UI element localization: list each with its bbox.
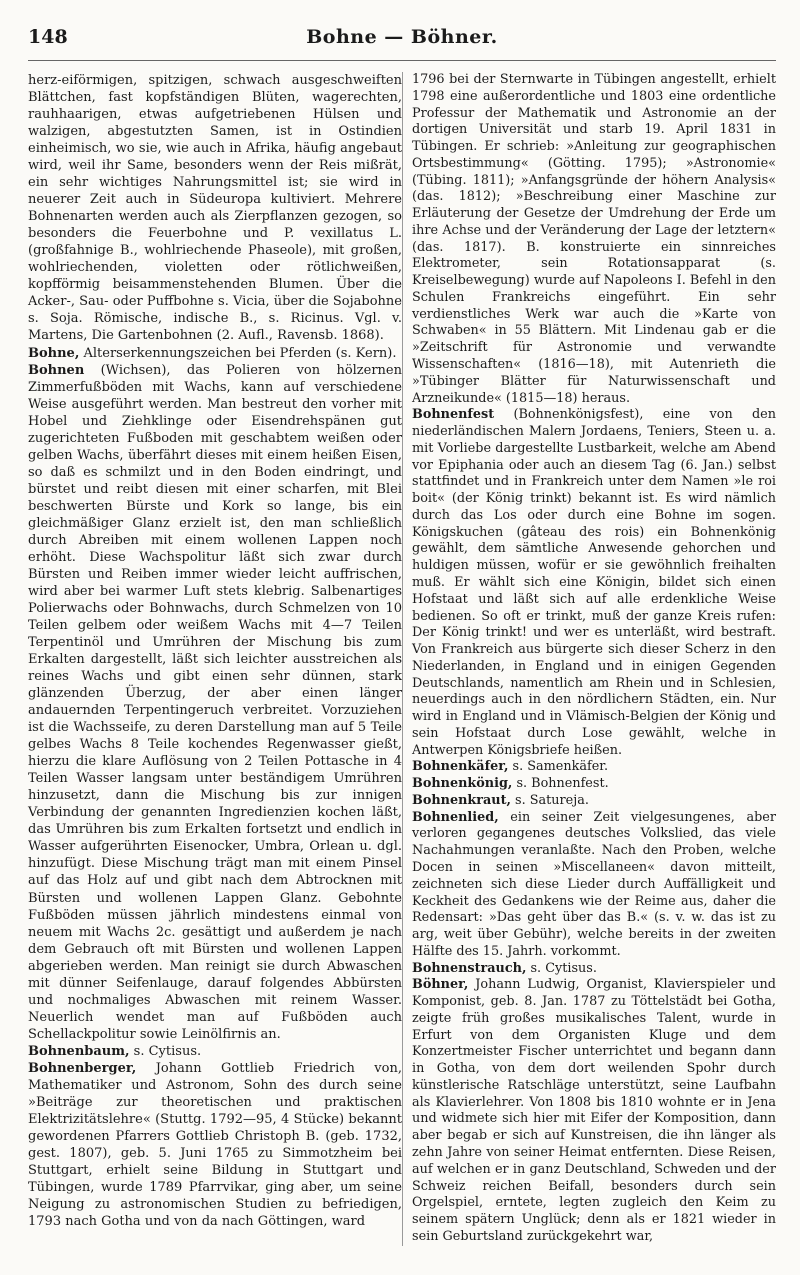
entry-text: (Wichsen), das Polieren von hölzernen Zimmerfußböden mit Wachs, kann auf verschiedene Weise ausgeführt werden. Man bestreut den vorher mit Hobel und Ziehklinge oder Eisendrehspänen gut zugerichteten Fußboden mit geschabtem weißen oder gelben Wachs, überfährt dieses mit einem heißen Eisen, so daß es schmilzt und in den Boden eindringt, und bürstet und reibt diesen mit einer scharfen, mit Blei beschwerten Bürste und Kork so lange, bis ein gleichmäßiger Glanz erzielt ist, den man schließlich durch Abreiben mit einem wollenen Lappen noch erhöht. Diese Wachspolitur läßt sich zwar durch Bürsten und Reiben immer wieder leicht auffrischen, wird aber bei warmer Luft stets klebrig. Salbenartiges Polierwachs oder Bohnwachs, durch Schmelzen von 10 Teilen gelbem oder weißem Wachs mit 4—7 Teilen Terpentinöl und Umrühren der Mischung bis zum Erkalten dargestellt, läßt sich leichter ausstreichen als reines Wachs und gibt einen sehr dünnen, stark glänzenden Überzug, der aber einen länger andauernden Terpentingeruch verbreitet. Vorzuziehen ist die Wachsseife, zu deren Darstellung man auf 5 Teile gelbes Wachs 8 Teile kochendes Regenwasser gießt, hierzu die klare Auflösung von 2 Teilen Pottasche in 4 Teilen Wasser langsam unter beständigem Umrühren hinzusetzt, dann die Mischung bis zur innigen Verbindung der genannten Ingredienzien kochen läßt, das Umrühren bis zum Erkalten fortsetzt und endlich in Wasser aufgerührten Eisenocker, Umbra, Orlean u. dgl. hinzufügt. Diese Mischung trägt man mit einem Pinsel auf das Holz auf und gibt nach dem Abtrocknen mit Bürsten und wollenen Lappen Glanz. Gebohnte Fußböden müssen jährlich mindestens einmal von neuem mit Wachs 2c. gesättigt und außerdem je nach dem Gebrauch oft mit Bürsten und wollenen Lappen abgerieben werden. Man reinigt sie durch Abwaschen mit dünner Seifenlauge, darauf folgendes Abbürsten und nochmaliges Abwaschen mit reinem Wasser. Neuerlich wendet man auf Fußböden auch Schellackpolitur sowie Leinölfirnis an. (28, 362, 402, 1042)
dictionary-entry (28, 345, 402, 362)
dictionary-entry (412, 810, 776, 961)
dictionary-entry (412, 759, 776, 776)
dictionary-entry (28, 1060, 402, 1230)
running-head: Bohne — Böhner. (306, 26, 498, 48)
entry-headword: Bohnenbaum, (28, 1043, 130, 1059)
dictionary-entry (28, 1043, 402, 1060)
dictionary-entry (28, 72, 402, 345)
dictionary-entry (412, 977, 776, 1245)
entry-headword: Bohnenkönig, (412, 776, 513, 792)
entry-headword: Bohnenstrauch, (412, 960, 527, 976)
entry-text: s. Satureja. (510, 792, 589, 808)
dictionary-entry (412, 961, 776, 978)
dictionary-entry (412, 407, 776, 759)
entry-text: Johann Ludwig, Organist, Klavierspieler und Komponist, geb. 8. Jan. 1787 zu Töttelstädt bei Gotha, zeigte früh großes musikalisches Talent, wurde in Erfurt von dem Organisten Kluge und dem Konzertmeister Fischer unterrichtet und begann dann in Gotha, von dem dort weilenden Spohr durch künstlerische Ratschläge unterstützt, seine Laufbahn als Klavierlehrer. Von 1808 bis 1810 wohnte er in Jena und widmete sich hier mit Eifer der Komposition, dann aber begab er sich auf Kunstreisen, die ihn länger als zehn Jahre von seiner Heimat entfernten. Diese Reisen, auf welchen er in ganz Deutschland, Schweden und der Schweiz reichen Beifall, besonders durch sein Orgelspiel, erntete, legten zugleich den Keim zu seinem spätern Unglück; denn als er 1821 wieder in sein Geburtsland zurückgekehrt war, (412, 977, 776, 1244)
entry-text: Johann Gottlieb Friedrich von, Mathematiker und Astronom, Sohn des durch seine »Beiträge zur theoretischen und praktischen Elektrizitätslehre« (Stuttg. 1792—95, 4 Stücke) bekannt gewordenen Pfarrers Gottlieb Christoph B. (geb. 1732, gest. 1807), geb. 5. Juni 1765 zu Simmotzheim bei Stuttgart, erhielt seine Bildung in Stuttgart und Tübingen, wurde 1789 Pfarrvikar, ging aber, um seine Neigung zu astronomischen Studien zu befriedigen, 1793 nach Gotha und von da nach Göttingen, ward (28, 1060, 402, 1230)
entry-text: s. Samenkäfer. (508, 759, 609, 775)
page-header (28, 26, 776, 61)
right-column (402, 72, 776, 1246)
entry-headword: Bohnenfest (412, 407, 495, 423)
dictionary-entry (412, 776, 776, 793)
entry-headword: Bohnenlied, (412, 809, 499, 825)
entry-text: ein seiner Zeit vielgesungenes, aber verloren gegangenes deutsches Volkslied, das viele Nachahmungen veranlaßte. Nach den Proben, welche Docen in seinen »Miscellaneen« davon mitteilt, zeichneten sich diese Lieder durch Auffälligkeit und Keckheit des Gedankens wie der Reime aus, daher die Redensart: »Das geht über das B.« (s. v. w. das ist zu arg, weit über Gebühr), welche bereits in der zweiten Hälfte des 15. Jahrh. vorkommt. (412, 809, 776, 959)
entry-headword: Böhner, (412, 977, 469, 993)
page-number: 148 (28, 26, 68, 48)
entry-text: s. Cytisus. (526, 960, 597, 976)
dictionary-entry (412, 793, 776, 810)
entry-headword: Bohnenkraut, (412, 792, 511, 808)
entry-headword: Bohnenberger, (28, 1060, 137, 1076)
entry-text: (Bohnenkönigsfest), eine von den niederländischen Malern Jordaens, Teniers, Steen u. a. mit Vorliebe dargestellte Lustbarkeit, welche am Abend vor Epiphania oder auch an diesem Tag (6. Jan.) selbst stattfindet und in Frankreich unter dem Namen »le roi boit« (der König trinkt) bekannt ist. Es wird nämlich durch das Los oder durch eine Bohne im sogen. Königskuchen (gâteau des rois) ein Bohnenkönig gewählt, dem sämtliche Anwesende gehorchen und huldigen müssen, wofür er sie gewöhnlich freihalten muß. Er wählt sich eine Königin, bildet sich einen Hofstaat und läßt sich auf alle erdenkliche Weise bedienen. So oft er trinkt, muß der ganze Kreis rufen: Der König trinkt! und wer es unterläßt, wird bestraft. Von Frankreich aus bürgerte sich dieser Scherz in den Niederlanden, in England und in einigen Gegenden Deutschlands, namentlich am Rhein und in Schlesien, neuerdings auch in den nördlichern Städten, ein. Nur wird in England und in Vlämisch-Belgien der König und sein Hofstaat durch Lose gewählt, welche in Antwerpen Königsbriefe heißen. (412, 407, 776, 758)
entry-text: 1796 bei der Sternwarte in Tübingen angestellt, erhielt 1798 eine außerordentliche und 1803 eine ordentliche Professur der Mathematik und Astronomie an der dortigen Universität und starb 19. April 1831 in Tübingen. Er schrieb: »Anleitung zur geographischen Ortsbestimmung« (Götting. 1795); »Astronomie« (Tübing. 1811); »Anfangsgründe der höhern Analysis« (das. 1812); »Beschreibung einer Maschine zur Erläuterung der Gesetze der Umdrehung der Erde um ihre Achse und der Veränderung der Lage der letztern« (das. 1817). B. konstruierte ein sinnreiches Elektrometer, sein Rotationsapparat (s. Kreiselbewegung) wurde auf Napoleons I. Befehl in den Schulen Frankreichs eingeführt. Ein sehr verdienstliches Werk war auch die »Karte von Schwaben« in 55 Blättern. Mit Lindenau gab er die »Zeitschrift für Astronomie und verwandte Wissenschaften« (1816—18), mit Autenrieth die »Tübinger Blätter für Naturwissenschaft und Arzneikunde« (1815—18) heraus. (412, 72, 776, 406)
dictionary-entry (28, 362, 402, 1043)
left-column (28, 72, 402, 1230)
entry-headword: Bohne, (28, 345, 80, 361)
entry-text: Alterserkennungszeichen bei Pferden (s. Kern). (79, 345, 397, 361)
entry-headword: Bohnen (28, 362, 85, 378)
entry-text: s. Bohnenfest. (512, 776, 609, 792)
entry-text: herz-eiförmigen, spitzigen, schwach ausgeschweiften Blättchen, fast kopfständigen Blüten, wagerechten, rauhhaarigen, etwas aufgetriebenen Hülsen und walzigen, abgestutzten Samen, ist in Ostindien einheimisch, wo sie, wie auch in Afrika, häufig angebaut wird, weil ihr Same, besonders wenn der Reis mißrät, ein sehr wichtiges Nahrungsmittel ist; sie wird in neuerer Zeit auch in Südeuropa kultiviert. Mehrere Bohnenarten werden auch als Zierpflanzen gezogen, so besonders die Feuerbohne und P. vexillatus L. (großfahnige B., wohlriechende Phaseole), mit großen, wohlriechenden, violetten oder rötlichweißen, kopfförmig beisammenstehenden Blumen. Über die Acker-, Sau- oder Puffbohne s. Vicia, über die Sojabohne s. Soja. Römische, indische B., s. Ricinus. Vgl. v. Martens, Die Gartenbohnen (2. Aufl., Ravensb. 1868). (28, 73, 402, 344)
dictionary-entry (412, 72, 776, 407)
entry-headword: Bohnenkäfer, (412, 759, 509, 775)
entry-text: s. Cytisus. (129, 1043, 202, 1059)
